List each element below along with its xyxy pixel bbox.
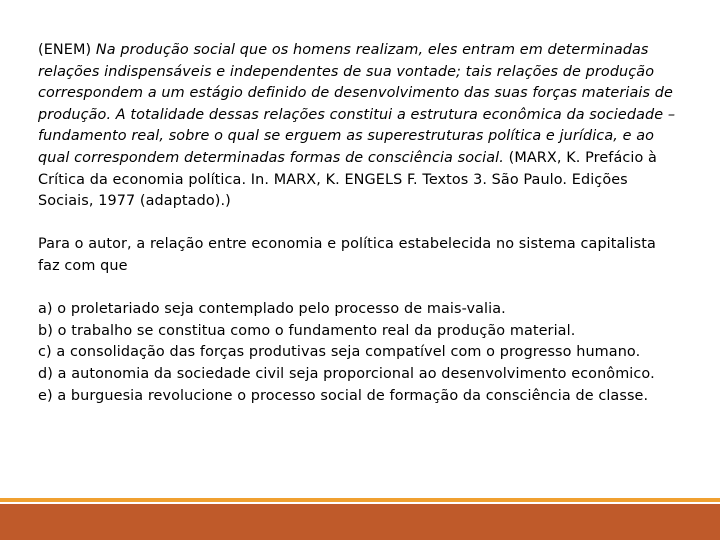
option-d: d) a autonomia da sociedade civil seja proporcional ao desenvolvimento econômico.	[38, 365, 655, 382]
question-text	[38, 40, 678, 213]
answer-options	[38, 299, 678, 407]
slide-content	[38, 40, 678, 407]
question-prompt: Para o autor, a relação entre economia e política estabelecida no sistema capitalista faz com que	[38, 236, 656, 274]
option-a: a) o proletariado seja contemplado pelo processo de mais-valia.	[38, 301, 506, 318]
footer-bar	[0, 504, 720, 540]
question-quote: Na produção social que os homens realizam, eles entram em determinadas relações indispensáveis e independentes de sua vontade; tais relações de produção correspondem a um estágio definido de desenvolvimento das suas forças materiais de produção. A totalidade dessas relações constitui a estrutura econômica da sociedade – fundamento real, sobre o qual se erguem as superestruturas política e jurídica, e ao qual correspondem determinadas formas de consciência social.	[38, 42, 676, 166]
option-b: b) o trabalho se constitua como o fundamento real da produção material.	[38, 322, 576, 339]
option-c: c) a consolidação das forças produtivas seja compatível com o progresso humano.	[38, 344, 641, 361]
question-source-tag: (ENEM)	[38, 42, 96, 58]
option-e: e) a burguesia revolucione o processo social de formação da consciência de classe.	[38, 387, 649, 404]
footer-accent-line	[0, 498, 720, 502]
question-reference: (MARX, K. Prefácio à Crítica da economia política. In. MARX, K. ENGELS F. Textos 3. São Paulo. Edições Sociais, 1977 (adaptado).)	[38, 149, 657, 210]
